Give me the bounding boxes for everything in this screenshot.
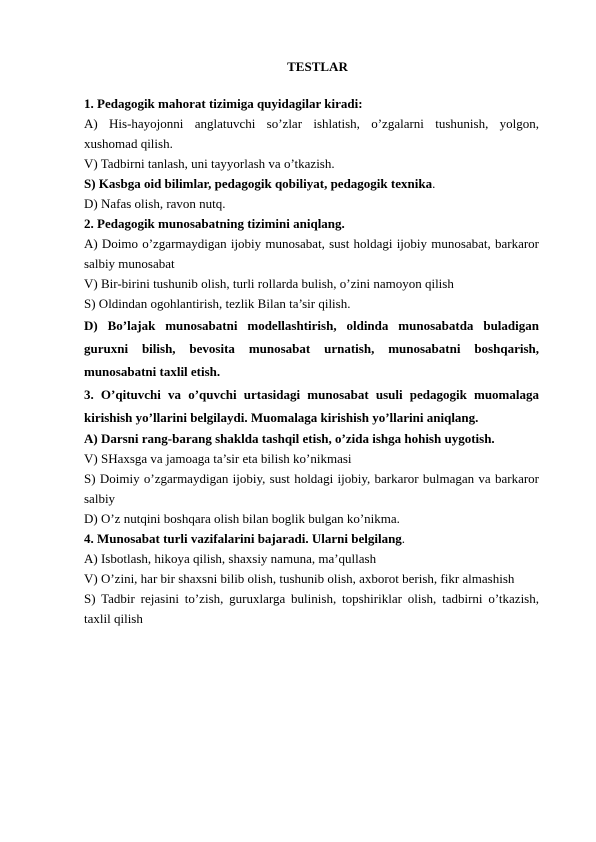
option-text: S) Kasbga oid bilimlar, pedagogik qobiliyat, pedagogik texnika [84,176,433,191]
option-s: S) Doimiy o’zgarmaydigan ijobiy, sust holdagi ijobiy, barkaror bulmagan va barkaror salbiy [84,471,539,506]
question-heading-text: 4. Munosabat turli vazifalarini bajaradi. Ularni belgilang [84,531,402,546]
option-d: D) Nafas olish, ravon nutq. [84,196,226,211]
question-heading: 3. O’qituvchi va o’quvchi urtasidagi munosabat usuli pedagogik muomalaga kirishish yo’llarini belgilaydi. Muomalaga kirishish yo’llarini aniqlang. [84,387,539,425]
option-s-correct [84,174,539,194]
question-4 [84,529,539,629]
option-v: V) Tadbirni tanlash, uni tayyorlash va o’tkazish. [84,156,335,171]
option-v: V) O’zini, har bir shaxsni bilib olish, tushunib olish, axborot berish, fikr almashish [84,571,515,586]
question-heading [84,529,539,549]
question-3 [84,383,539,529]
question-heading-suffix: . [401,531,406,546]
question-1 [84,94,539,214]
option-d-correct: D) Bo’lajak munosabatni modellashtirish, oldinda munosabatda buladigan guruxni bilish, bevosita munosabat urnatish, munosabatni boshqarish, munosabatni taxlil etish. [84,318,539,379]
question-heading: 1. Pedagogik mahorat tizimiga quyidagilar kiradi: [84,96,363,111]
option-a: A) His-hayojonni anglatuvchi so’zlar ishlatish, o’zgalarni tushunish, yolgon, xushomad qilish. [84,116,539,151]
document-page [84,57,539,629]
option-d: D) O’z nutqini boshqara olish bilan boglik bulgan ko’nikma. [84,511,400,526]
question-heading: 2. Pedagogik munosabatning tizimini aniqlang. [84,216,345,231]
question-2 [84,214,539,383]
option-s: S) Tadbir rejasini to’zish, guruxlarga bulinish, topshiriklar olish, tadbirni o’tkazish, taxlil qilish [84,591,539,626]
option-a: A) Doimo o’zgarmaydigan ijobiy munosabat, sust holdagi ijobiy munosabat, barkaror salbiy munosabat [84,236,539,271]
page-title: TESTLAR [287,59,348,74]
option-a-correct: A) Darsni rang-barang shaklda tashqil etish, o’zida ishga hohish uygotish. [84,431,495,446]
option-v: V) SHaxsga va jamoaga ta’sir eta bilish ko’nikmasi [84,451,352,466]
option-v: V) Bir-birini tushunib olish, turli rollarda bulish, o’zini namoyon qilish [84,276,454,291]
option-a: A) Isbotlash, hikoya qilish, shaxsiy namuna, ma’qullash [84,551,377,566]
option-suffix: . [432,176,436,191]
option-s: S) Oldindan ogohlantirish, tezlik Bilan ta’sir qilish. [84,296,351,311]
